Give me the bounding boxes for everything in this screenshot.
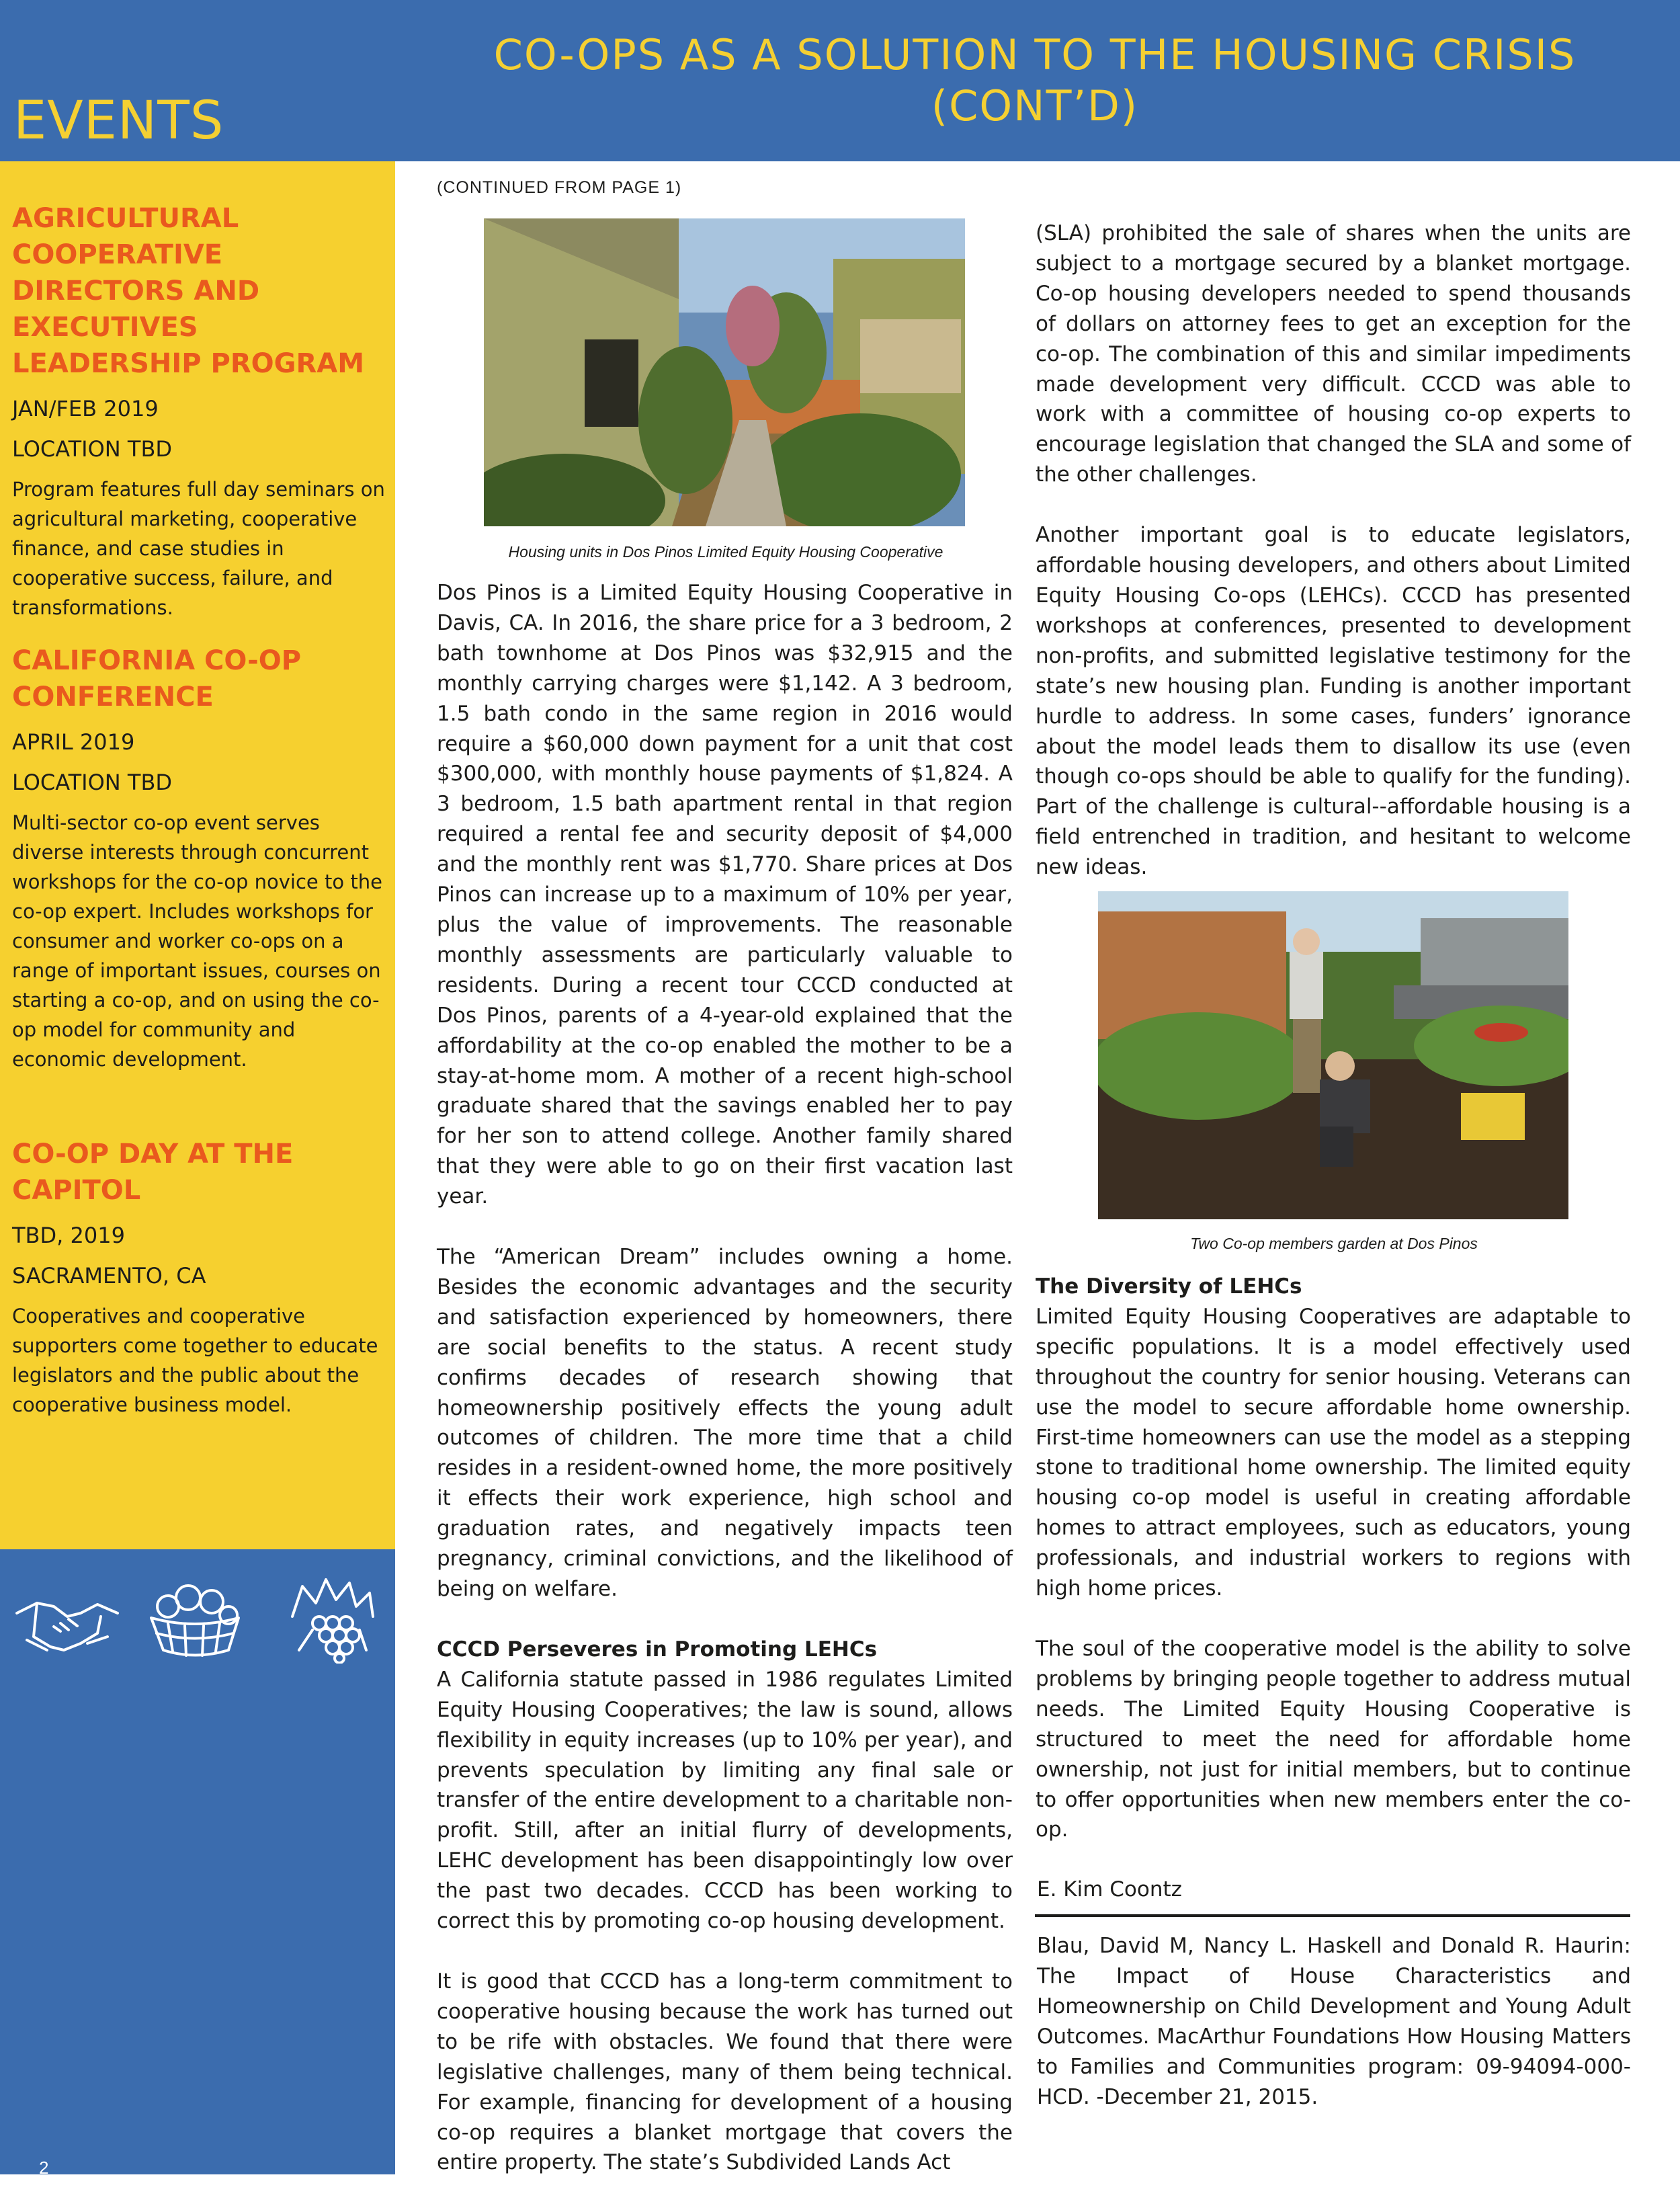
reference-divider (1035, 1914, 1630, 1917)
page-title-line-2: (CONT’D) (931, 81, 1139, 130)
handshake-icon (13, 1576, 121, 1664)
page-title-line-1: CO-OPS AS A SOLUTION TO THE HOUSING CRISIS (493, 30, 1577, 79)
article-paragraph: The soul of the cooperative model is the ability to solve problems by bringing people together to address mutual needs. The Limited Equity Housing Cooperative is structured to meet the need for affordable home ownership, not just for initial members, but to continue to offer opportunities when new members enter the co-op. (1036, 1636, 1631, 1842)
sidebar-icon-row (13, 1576, 383, 1664)
event-description: Cooperatives and cooperative supporters come together to educate legislators and the public about the cooperative business model. (12, 1305, 378, 1416)
article-paragraph: Dos Pinos is a Limited Equity Housing Cooperative in Davis, CA. In 2016, the share price for a 3 bedroom, 2 bath townhome at Dos Pinos was $32,915 and the monthly carrying charges were $1,142. A 3 bedroom, 1.5 bath condo in the same region in 2016 would require a $60,000 down payment for a unit that cost $300,000, with monthly house payments of $1,824. A 3 bedroom, 1.5 bath apartment rental in that region required a rental fee and security deposit of $4,000 and the monthly rent was $1,770. Share prices at Dos Pinos can increase up to a maximum of 10% per year, plus the value of improvements. The reasonable monthly assessments are particularly valuable to residents. During a recent tour CCCD conducted at Dos Pinos, parents of a 4-year-old explained that the affordability at the co-op enabled the mother to be a stay-at-home mom. A mother of a recent high-school graduate shared that the savings enabled her to pay for her son to attend college. Another family shared that they were able to go on their first vacation last year. (437, 581, 1013, 1209)
photo-housing-units-caption: Housing units in Dos Pinos Limited Equity Housing Cooperative (508, 543, 943, 561)
event-location: SACRAMENTO, CA (12, 1263, 206, 1289)
article-paragraph: It is good that CCCD has a long-term commitment to cooperative housing because the work has turned out to be rife with obstacles. We found that there were legislative challenges, many of them being technical. For example, financing for development of a housing co-op requires a blanket mortgage that covers the entire property. The state’s Subdivided Lands Act (437, 1969, 1013, 2175)
section-heading: CCCD Perseveres in Promoting LEHCs (437, 1637, 878, 1662)
event-title: AGRICULTURAL COOPERATIVE DIRECTORS AND EXECUTIVES LEADERSHIP PROGRAM (12, 203, 365, 379)
event-location: LOCATION TBD (12, 436, 173, 462)
article-paragraph: (SLA) prohibited the sale of shares when the units are subject to a mortgage secured by a blanket mortgage. Co-op housing developers needed to spend thousands of dollars on attorney fees to get an exception for the co-op. The combination of this and similar impediments made development very difficult. CCCD was able to work with a committee of housing co-op experts to encourage legislation that changed the SLA and some of the other challenges. (1036, 221, 1631, 487)
event-description: Multi-sector co-op event serves diverse interests through concurrent workshops for the co-op novice to the co-op expert. Includes workshops for consumer and worker co-ops on a range of important issues, courses on starting a co-op, and on using the co-op model for community and economic development. (12, 811, 382, 1071)
grapes-icon (279, 1576, 386, 1664)
produce-basket-icon (144, 1576, 245, 1664)
event-title: CO-OP DAY AT THE CAPITOL (12, 1139, 294, 1206)
page-title (403, 30, 1667, 132)
section-heading: The Diversity of LEHCs (1036, 1274, 1302, 1299)
event-california-coop-conference (12, 643, 386, 1074)
article-paragraph: A California statute passed in 1986 regulates Limited Equity Housing Cooperatives; the law is sound, allows flexibility in equity increases (up to 10% per year), and prevents speculation by limiting any final sale or transfer of the entire development to a charitable non-profit. Still, after an initial flurry of developments, LEHC development has been disappointingly low over the past two decades. CCCD has been working to correct this by promoting co-op housing development. (437, 1667, 1013, 1934)
event-title: CALIFORNIA CO-OP CONFERENCE (12, 645, 302, 712)
continued-from-label: (CONTINUED FROM PAGE 1) (437, 178, 682, 197)
article-paragraph: The “American Dream” includes owning a home. Besides the economic advantages and the security and satisfaction experienced by homeowners, there are social benefits to the status. A recent study confirms decades of research showing that homeownership positively effects the young adult outcomes of children. The more time that a child resides in a resident-owned home, the more positively it effects their work experience, high school and graduation rates, and negatively impacts teen pregnancy, criminal convictions, and the likelihood of being on welfare. (437, 1245, 1013, 1601)
event-description: Program features full day seminars on agricultural marketing, cooperative finance, and case studies in cooperative success, failure, and transformations. (12, 478, 385, 619)
photo-members-garden (1098, 891, 1568, 1219)
article-paragraph: Limited Equity Housing Cooperatives are adaptable to specific populations. It is a model effectively used throughout the country for senior housing. Veterans can use the model to secure affordable home ownership. First-time homeowners can use the model as a stepping stone to traditional home ownership. The limited equity housing co-op model is useful in creating affordable homes to attract employees, such as educators, young professionals, and industrial workers to regions with high home prices. (1036, 1304, 1631, 1601)
page-number: 2 (39, 2158, 49, 2178)
event-date: JAN/FEB 2019 (12, 396, 159, 421)
article-column-2-bottom (1036, 1272, 1631, 1875)
article-column-2-top (1036, 218, 1631, 913)
event-date: APRIL 2019 (12, 729, 135, 755)
event-leadership-program (12, 200, 386, 622)
photo-housing-units (484, 218, 965, 526)
reference-citation: Blau, David M, Nancy L. Haskell and Donald R. Haurin: The Impact of House Characteristics and Homeownership on Child Development and Young Adult Outcomes. MacArthur Foundations How Housing Matters to Families and Communities program: 09-94094-000-HCD. -December 21, 2015. (1037, 1934, 1631, 2109)
event-location: LOCATION TBD (12, 770, 173, 795)
event-date: TBD, 2019 (12, 1223, 125, 1248)
author-signature: E. Kim Coontz (1037, 1877, 1182, 1902)
article-paragraph: Another important goal is to educate legislators, affordable housing developers, and others about Limited Equity Housing Co-ops (LEHCs). CCCD has presented workshops at conferences, presented to development non-profits, and submitted legislative testimony for the state’s new housing plan. Funding is another important hurdle to address. In some cases, funders’ ignorance about the model leads them to disallow its use (even though co-ops should be able to qualify for the funding). Part of the challenge is cultural--affordable housing is a field entrenched in tradition, and hesitant to welcome new ideas. (1036, 523, 1631, 880)
events-heading: EVENTS (13, 91, 224, 151)
photo-members-garden-caption: Two Co-op members garden at Dos Pinos (1190, 1235, 1478, 1252)
article-column-1 (437, 578, 1013, 2208)
event-coop-day-capitol (12, 1136, 386, 1420)
